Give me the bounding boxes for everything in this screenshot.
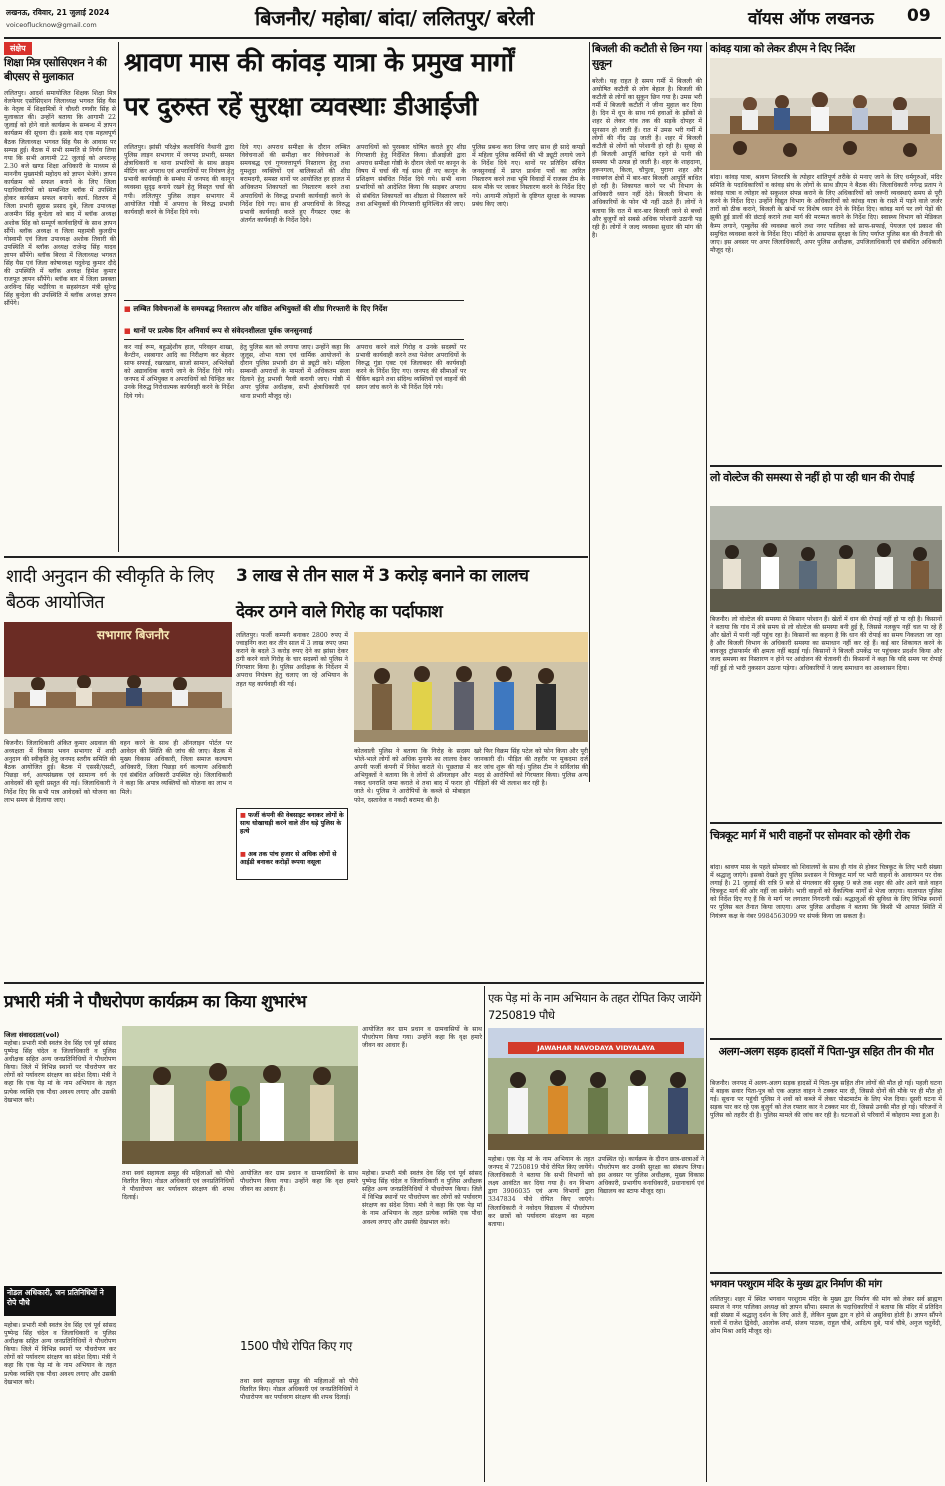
kanwar-body: बांदा। कांवड़ यात्रा, श्रावण शिवरात्रि के त्योहार शांतिपूर्ण तरीके से मनाए जाने के लिए धर्मगुरुओं, मंदिर समिति के पदाधिकारियों व कांवड़ संघ के लोगों के साथ डीएम ने बैठक की। जिलाधिकारी नगेन्द्र प्रताप ने कांवड़ यात्रा व त्योहार को सकुशल संपन्न कराने के लिए अधिकारियों को जरूरी व्यवस्थाएं समय से पूरी करने के निर्देश दिए। उन्होंने विद्युत विभाग के अधिकारियों को कांवड़ यात्रा के रास्ते में पड़ने वाले जर्जर तारों को ठीक कराने, बिजली के खंभों पर विशेष ध्यान देने के निर्देश दिए। कांवड़ मार्ग पर लगे पेड़ों की झुकी हुई डालों की छंटाई कराने तथा मार्ग की मरम्मत कराने के निर्देश दिए। स्वास्थ्य विभाग को मेडिकल कैम्प लगाने, एम्बुलेंस की व्यवस्था करने तथा नगर पालिका को साफ-सफाई, पेयजल एवं प्रकाश की समुचित व्यवस्था करने के निर्देश दिए। मंदिरों के आसपास सुरक्षा के लिए पर्याप्त पुलिस बल की तैनाती की जाए। इस अवसर पर अपर जिलाधिकारी, अपर पुलिस अधीक्षक, उपजिलाधिकारी एवं संबंधित अधिकारी मौजूद रहे। — [710, 174, 944, 254]
hall-sign: सभागार बिजनौर — [96, 628, 170, 642]
arrested-gang-photo — [354, 632, 588, 742]
power-cut-story — [592, 42, 702, 782]
plantation-body-1: महोबा। प्रभारी मंत्री स्वतंत्र देव सिंह एवं पूर्व सांसद पुष्पेन्द्र सिंह चंदेल व जिलाधिकारी व पुलिस अधीक्षक सहित अन्य जनप्रतिनिधियों ने पौधरोपण किया। जिले में विभिन्न स्थानों पर पौधरोपण कर लोगों को पर्यावरण संरक्षण का संदेश दिया। मंत्री ने कहा कि एक पेड़ मां के नाम अभियान के तहत प्रत्येक व्यक्ति एक पौधा अवश्य लगाए और उसकी देखभाल करे। — [4, 1040, 118, 1104]
fraud-body-1: ललितपुर। फर्जी कम्पनी बनाकर 2800 रुपए में ज्वाइनिंग करा कर तीन साल में 3 लाख रुपए जमा कराने के बदले 3 करोड़ रुपए देने का झांसा देकर ठगी करने वाले गिरोह के चार सदस्यों को पुलिस ने गिरफ्तार किया है। पुलिस अधीक्षक के निर्देशन में अपराध नियंत्रण हेतु चलाए जा रहे अभियान के तहत यह कार्यवाही की गई। — [236, 632, 350, 688]
fraud-callout-2: ■ अब तक पांच हजार से अधिक लोगों से आईडी बनाकर करोड़ों रूपया वसूला — [240, 851, 337, 866]
parashuram-headline: भगवान परशुराम मंदिर के मुख्य द्वार निर्माण की मांग — [710, 1279, 882, 1290]
lead-column-4: पुलिस प्रबन्ध करा लिया जाए साथ ही सादे कपड़ों में महिला पुलिस कर्मियों की भी ड्यूटी लगाये जाने के निर्देश दिये गए। थानों पर प्रतिदिन संचित जनसुनवाई में प्राप्त प्रार्थना पत्रों का त्वरित निस्तारण करने तथा भूमि विवादों में राजस्व टीम के साथ मौके पर जाकर निस्तारण करने के निर्देश दिए गये। आगामी त्योहारों के दृष्टिगत सुरक्षा के व्यापक प्रबंध किए जाएं। — [472, 144, 587, 208]
highlight-bullet-1: ■ लम्बित विवेचनाओं के समयबद्ध निस्तारण और वांछित अभियुक्तों की शीघ्र गिरफ्तारी के दिए निर्देश — [124, 304, 388, 313]
wedding-grant-headline: शादी अनुदान की स्वीकृति के लिए बैठक आयोजित — [6, 566, 214, 613]
lead-column-1: ललितपुर। झांसी परिक्षेत्र कलानिधि नैथानी द्वारा पुलिस लाइन सभागार में जनपद प्रभारी, समस्त क्षेत्राधिकारी व थाना प्रभारियों के साथ क्राइम मीटिंग कर अपराध एवं अपराधियों पर नियंत्रण हेतु प्रभावी कार्यवाही के सम्बंध में जनपद की कानून व्यवस्था सुदृढ़ बनाये रखने हेतु विस्तृत चर्चा की गयी। ललितपुर पुलिस लाइन सभागार में आयोजित गोष्ठी में अपराध के विरुद्ध प्रभावी कार्यवाही करने के निर्देश दिये गये। — [124, 144, 236, 216]
lead-lower-column-2: हेतु पुलिस बल को लगाया जाए। उन्होंने कहा कि जुलूस, शोभा यात्रा एवं धार्मिक आयोजनों के दौरान पुलिस प्रभावी ढंग से ड्यूटी करे। महिला सम्बन्धी अपराधों के मामलों में अधिकतम सजा दिलाने हेतु प्रभावी पैरवी करायी जाए। गोष्ठी में अपर पुलिस अधीक्षक, सभी क्षेत्राधिकारी एवं थाना प्रभारी मौजूद रहे। — [240, 344, 352, 400]
plantation-dateline: जिला संवाददाता(vol) — [4, 1031, 60, 1039]
mother-tree-headline: एक पेड़ मां के नाम अभियान के तहत रोपित किए जायेंगे 7250819 पौधे — [488, 991, 701, 1022]
nodal-officer-label-text: नोडल अधिकारी, जन प्रतिनिधियों ने रोपे पौधे — [7, 1288, 104, 1307]
fraud-body-2: कोतवाली पुलिस ने बताया कि गिरोह के सदस्य भोले-भाले लोगों को अधिक मुनाफे का लालच देकर अपनी फर्जी कंपनी में निवेश कराते थे। पूछताछ में अभियुक्तों ने बताया कि वे लोगों से ऑनलाइन और नकद धनराशि जमा कराते थे तथा बाद में फरार हो जाते थे। पुलिस ने आरोपियों के कब्जे से मोबाइल फोन, दस्तावेज व नकदी बरामद की है। — [354, 748, 472, 804]
kanwar-meeting-photo — [710, 58, 942, 170]
fraud-callout-box — [236, 808, 348, 880]
kanwar-headline: कांवड़ यात्रा को लेकर डीएम ने दिए निर्देश — [710, 43, 855, 55]
masthead — [0, 0, 945, 40]
lead-headline-line-2: पर दुरुस्त रहें सुरक्षा व्यवस्थाः डीआईजी — [124, 92, 478, 122]
brief-story — [4, 42, 116, 552]
chitrakoot-headline: चित्रकूट मार्ग में भारी वाहनों पर सोमवार को रहेगी रोक — [710, 829, 910, 842]
accident-body: बिजनौर। जनपद में अलग-अलग सड़क हादसों में पिता-पुत्र सहित तीन लोगों की मौत हो गई। पहली घटना में बाइक सवार पिता-पुत्र को एक अज्ञात वाहन ने टक्कर मार दी, जिससे दोनों की मौके पर ही मौत हो गई। सूचना पर पहुंची पुलिस ने शवों को कब्जे में लेकर पोस्टमार्टम के लिए भेज दिया। दूसरी घटना में सड़क पार कर रहे एक बुजुर्ग को तेज रफ्तार कार ने टक्कर मार दी, जिससे उनकी मौत हो गई। परिजनों ने पुलिस को तहरीर दी है। पुलिस मामले की जांच कर रही है। घटनाओं से परिवारों में कोहराम मचा हुआ है। — [710, 1080, 944, 1120]
wedding-grant-meeting-photo — [4, 622, 232, 734]
low-voltage-body: बिजनौर। लो वोल्टेज की समस्या से किसान परेशान हैं। खेतों में धान की रोपाई नहीं हो पा रही है। किसानों ने बताया कि गांव में लंबे समय से लो वोल्टेज की समस्या बनी हुई है, जिससे नलकूप नहीं चल पा रहे हैं और खेतों में पानी नहीं पहुंच रहा है। किसानों का कहना है कि धान की रोपाई का समय निकलता जा रहा है और बिजली विभाग के अधिकारी समस्या का समाधान नहीं कर रहे हैं। कई बार शिकायत करने के बावजूद ट्रांसफार्मर की क्षमता नहीं बढ़ाई गई। किसानों ने बिजली उपकेंद्र पर पहुंचकर प्रदर्शन किया और जल्द समस्या का निस्तारण न होने पर आंदोलन की चेतावनी दी। किसानों ने कहा कि यदि समय पर रोपाई नहीं हुई तो भारी नुकसान उठाना पड़ेगा। अधिकारियों ने जल्द समाधान का आश्वासन दिया। — [710, 616, 944, 672]
navodaya-plantation-photo — [488, 1028, 704, 1150]
brief-body: ललितपुर। आदर्श समायोजित शिक्षक शिक्षा मित्र वेलफेयर एसोसिएशन जिलाध्यक्ष भगवत सिंह यैस के नेतृत्व में शिक्षामित्रों ने चौधरी रणवीर सिंह से मुलाकात की। उन्होंने बताया कि आगामी 22 जुलाई को होने वाले कार्यक्रम के सम्बन्ध में ज्ञापन कार्यक्रम की सूचना दी। इसके बाद एक महत्वपूर्ण बैठक जिलाध्यक्ष भगवत सिंह यैस के आवास पर सम्पन्न हुई। बैठक में सभी सम्मति से निर्णय लिया गया कि सभी आगामी 22 जुलाई को अपरान्ह 2.30 बजे खण्ड शिक्षा अधिकारी के माध्यम से माननीय मुख्यमंत्री महोदय को ज्ञापन भेजेंगे। ज्ञापन कार्यक्रम को सफल बनाने के लिए जिला पदाधिकारियों को सम्बन्धित ब्लॉक में उपस्थित होकर कार्यक्रम सफल बनायें। कार्य. वितरण में जिला प्रभारी सुहास प्रसाद दुबे, जिला उपाध्यक्ष अजमीन सिंह बुन्देला को बाद में ब्लॉक अध्यक्ष अशोक सिंह को सम्पूर्ण कार्यवाहियों के साथ ज्ञापन सौंपें। ब्लॉक अध्यक्ष व जिला महामंत्री कुलदीप गोस्वामी एवं जिला उपाध्यक्ष अशोक तिवारी की उपस्थिति में ब्लॉक अध्यक्ष राजेन्द्र सिंह यादव ज्ञापन सौंपेंगे। ब्लॉक बिरधा में जिलाध्यक्ष भगवत सिंह यैस एवं जिला कोषाध्यक्ष यदुवेन्द्र कुमार दौदे की उपस्थिति में ब्लॉक अध्यक्ष हिमेश कुमार राजपूत ज्ञापन सौंपेंगे। ब्लॉक बार में जिला प्रवक्ता अरविन्द सिंह भदौरिया व सहसंगठन मंत्री सुरेन्द्र सिंह बुन्देला की उपस्थिति में ब्लॉक अध्यक्ष ज्ञापन सौंपेंगे। — [4, 90, 118, 308]
dateline: लखनऊ, रविवार, 21 जुलाई 2024 — [6, 8, 110, 17]
fraud-callout-1: ■ फर्जी कंपनी की वेबसाइट बनाकर लोगों के साथ धोखाधड़ी करने वाले तीन धड़े पुलिस के हत्थे — [240, 812, 344, 835]
plantation-headline: प्रभारी मंत्री ने पौधरोपण कार्यक्रम का किया शुभारंभ — [4, 992, 307, 1012]
plantation-body-2: तथा स्वयं सहायता समूह की महिलाओं को पौधे वितरित किए। नोडल अधिकारी एवं जनप्रतिनिधियों ने पौधारोपण कर पर्यावरण संरक्षण की शपथ दिलाई। — [122, 1170, 236, 1202]
parashuram-story — [710, 1276, 942, 1482]
parashuram-body: ललितपुर। शहर में स्थित भगवान परशुराम मंदिर के मुख्य द्वार निर्माण की मांग को लेकर सर्व ब्राह्मण समाज ने नगर पालिका अध्यक्ष को ज्ञापन सौंपा। समाज के पदाधिकारियों ने बताया कि मंदिर में प्रतिदिन बड़ी संख्या में श्रद्धालु दर्शन के लिए आते हैं, लेकिन मुख्य द्वार न होने से असुविधा होती है। ज्ञापन सौंपने वालों में राजेश द्विवेदी, आलोक शर्मा, संजय पाठक, राहुल चौबे, आदित्य दुबे, पार्थ चौबे, अनुज चतुर्वेदी, ओम मिश्रा आदि मौजूद रहे। — [710, 1296, 944, 1336]
highlight-bullet-2: ■ थानों पर प्रत्येक दिन अनिवार्य रूप से संवेदनशीलता पूर्वक जनसुनवाई — [124, 326, 312, 335]
fraud-headline-line-1: 3 लाख से तीन साल में 3 करोड़ बनाने का लालच — [236, 566, 529, 586]
plantation-body-6: महोबा। प्रभारी मंत्री स्वतंत्र देव सिंह एवं पूर्व सांसद पुष्पेन्द्र सिंह चंदेल व जिलाधिकारी व पुलिस अधीक्षक सहित अन्य जनप्रतिनिधियों ने पौधरोपण किया। जिले में विभिन्न स्थानों पर पौधरोपण कर लोगों को पर्यावरण संरक्षण का संदेश दिया। मंत्री ने कहा कि एक पेड़ मां के नाम अभियान के तहत प्रत्येक व्यक्ति एक पौधा अवश्य लगाए और उसकी देखभाल करे। — [362, 1170, 484, 1226]
mother-tree-story — [488, 986, 704, 1482]
mother-tree-body-2: उपस्थित रहे। कार्यक्रम के दौरान छात्र-छात्राओं ने पौधरोपण कर उनकी सुरक्षा का संकल्प लिया। इस अवसर पर पुलिस अधीक्षक, मुख्य विकास अधिकारी, प्रभागीय वनाधिकारी, प्रधानाचार्य एवं विद्यालय का स्टाफ मौजूद रहा। — [598, 1156, 706, 1196]
wedding-grant-story — [4, 560, 232, 980]
page-number: 09 — [907, 6, 931, 26]
fraud-story — [236, 560, 588, 980]
wedding-grant-body-2: वहन करने के साथ ही ऑनलाइन पोर्टल पर आवेदन की स्थिति की जांच की जाए। बैठक में मुख्य विकास अधिकारी, जिला समाज कल्याण अधिकारी, जिला पिछड़ा वर्ग कल्याण अधिकारी एवं संबंधित अधिकारी उपस्थित रहे। जिलाधिकारी ने कहा कि अपात्र व्यक्तियों को योजना का लाभ न मिले। — [120, 740, 234, 796]
fraud-body-3: खरे फिर विक्रम सिंह पटेल को फोन किया और पूरी जानकारी दी। पीड़ित की तहरीर पर मुकदमा दर्ज कर जांच शुरू की गई। पुलिस टीम ने सर्विलांस की मदद से आरोपियों को गिरफ्तार किया। पुलिस अन्य पीड़ितों की भी तलाश कर रही है। — [474, 748, 588, 788]
plantation-body-7: महोबा। प्रभारी मंत्री स्वतंत्र देव सिंह एवं पूर्व सांसद पुष्पेन्द्र सिंह चंदेल व जिलाधिकारी व पुलिस अधीक्षक सहित अन्य जनप्रतिनिधियों ने पौधरोपण किया। जिले में विभिन्न स्थानों पर पौधरोपण कर लोगों को पर्यावरण संरक्षण का संदेश दिया। मंत्री ने कहा कि एक पेड़ मां के नाम अभियान के तहत प्रत्येक व्यक्ति एक पौधा अवश्य लगाए और उसकी देखभाल करे। — [4, 1322, 118, 1386]
nodal-officer-label — [4, 1286, 116, 1316]
lead-lower-column-3: अपराध करने वाले गिरोह व उनके सदस्यों पर प्रभावी कार्यवाही करने तथा पेशेवर अपराधियों के विरुद्ध गुंडा एक्ट एवं जिलाबदर की कार्यवाही करने के निर्देश दिए गए। जनपद की सीमाओं पर चैकिंग बढ़ाने तथा संदिग्ध व्यक्तियों एवं वाहनों की सघन जांच करने के भी निर्देश दिये गये। — [356, 344, 468, 392]
section-name: बिजनौर/ महोबा/ बांदा/ ललितपुर/ बरेली — [255, 6, 534, 30]
plantation-story — [4, 986, 482, 1482]
accident-story — [710, 1042, 942, 1270]
paper-name: वॉयस ऑफ लखनऊ — [748, 9, 874, 29]
wedding-grant-body-1: बिजनौर। जिलाधिकारी अंकित कुमार अग्रवाल की अध्यक्षता में विकास भवन सभागार में शादी अनुदान की स्वीकृति हेतु जनपद स्तरीय समिति की बैठक आयोजित हुई। बैठक में एससी/एसटी, पिछड़ा वर्ग, अल्पसंख्यक एवं सामान्य वर्ग के आवेदकों की सूची प्रस्तुत की गई। जिलाधिकारी ने निर्देश दिए कि सभी पात्र आवेदकों को योजना का लाभ समय से दिलाया जाए। — [4, 740, 118, 804]
lead-column-2: दिये गए। अपराध समीक्षा के दौरान लम्बित विवेचनाओं की समीक्षा कर विवेचनाओं के समयबद्ध एवं गुणवत्तापूर्ण निस्तारण हेतु तथा गुमशुदा व्यक्तियों एवं बालिकाओं की शीघ्र बरामदगी, समस्त थानों पर आयोजित हर हालत में अधिकतम शिकायतों का निस्तारण करने तथा अपराधियों के विरुद्ध प्रभावी कार्यवाही करने के निर्देश दिये गए। साथ ही अपराधियों के विरुद्ध प्रभावी कार्यवाही करते हुए गैंगस्टर एक्ट के अंतर्गत कार्यवाही के निर्देश दिये। — [240, 144, 352, 224]
plantation-body-3: आयोजित कर ग्राम प्रधान व ग्रामवासियों के साथ पौधरोपण किया गया। उन्होंने कहा कि वृक्ष हमारे जीवन का आधार हैं। — [362, 1026, 484, 1050]
fraud-headline-line-2: देकर ठगने वाले गिरोह का पर्दाफाश — [236, 602, 443, 622]
brief-label: संक्षेप — [4, 42, 32, 55]
lead-story — [122, 42, 587, 554]
power-cut-headline: बिजली की कटौती से छिन गया सुकून — [592, 43, 702, 70]
farmers-protest-photo — [710, 506, 942, 612]
low-voltage-headline: लो वोल्टेज की समस्या से नहीं हो पा रही धान की रोपाई — [710, 471, 914, 484]
power-cut-body: बरेली। यह राहत है समय गर्मी में बिजली की अघोषित कटौती से लोग बेहाल है। बिजली की कटौती से लोगों का सुकून छिन गया है। उमस भरी गर्मी में बिजली कटौती ने जीना मुहाल कर दिया है। दिन में धूप के साथ गर्म हवाओं के झोंकों से शहर से लेकर गांव तक की सड़कें दोपहर में सुनसान हो जाती हैं। रात में उमस भरी गर्मी में लोगों की नींद उड़ जाती है। शहर में बिजली कटौती से लोगों को परेशानी हो रही है। सुबह से ही बिजली आपूर्ति बाधित रहने से पानी की समस्या भी उत्पन्न हो जाती है। शहर के शाहदाना, हरूनगला, किला, चौपुला, पुराना शहर और नवाबगंज क्षेत्रों में बार-बार बिजली आपूर्ति बाधित हो रही है। शिकायत करने पर भी विभाग के अधिकारी ध्यान नहीं देते। बिजली विभाग के अधिकारियों के फोन भी नहीं उठते हैं। लोगों ने बताया कि रात में बार-बार बिजली जाने से बच्चों और बुजुर्गों को सबसे अधिक परेशानी उठानी पड़ रही है। लोगों ने जल्द व्यवस्था सुधार की मांग की है। — [592, 78, 704, 239]
plantation-body-4: आयोजित कर ग्राम प्रधान व ग्रामवासियों के साथ पौधरोपण किया गया। उन्होंने कहा कि वृक्ष हमारे जीवन का आधार हैं। — [240, 1170, 360, 1194]
plantation-sub-headline: 1500 पौधे रोपित किए गए — [240, 1339, 352, 1353]
website: voiceoflucknow@gmail.com — [6, 21, 97, 29]
plantation-body-5: तथा स्वयं सहायता समूह की महिलाओं को पौधे वितरित किए। नोडल अधिकारी एवं जनप्रतिनिधियों ने पौधारोपण कर पर्यावरण संरक्षण की शपथ दिलाई। — [240, 1378, 360, 1402]
accident-headline: अलग-अलग सड़क हादसों में पिता-पुत्र सहित तीन की मौत — [718, 1045, 934, 1058]
lead-highlights — [124, 300, 464, 340]
kanwar-story — [710, 42, 942, 462]
chitrakoot-story — [710, 826, 942, 1036]
lead-headline-line-1: श्रावण मास की कांवड़ यात्रा के प्रमुख मार्गों — [124, 48, 514, 78]
lead-lower-column-1: कर नाई रूम, बहुउद्देशीय हाल, परिवहन शाखा, कैन्टीन, शस्त्रागार आदि का निरीक्षण कर बेहतर साफ सफाई, रखरखाव, साजो सामान, अभिलेखों को अद्यावधिक कराये जाने के निर्देश दिये गये। जनपद में अभियुक्त व अपराधियों को चिन्हित कर उनके विरुद्ध निरोधात्मक कार्यवाही करने के निर्देश दिये गये। — [124, 344, 236, 400]
chitrakoot-body: बांदा। श्रावण मास के पहले सोमवार को शिवालयों के साथ ही गांव से होकर चित्रकूट के लिए भारी संख्या में श्रद्धालु जाएंगे। इसको देखते हुए पुलिस प्रशासन ने चित्रकूट मार्ग पर भारी वाहनों के आवागमन पर रोक लगाई है। 21 जुलाई की रात्रि 9 बजे से मंगलवार की सुबह 9 बजे तक शहर की ओर आने वाले वाहन चित्रकूट मार्ग की ओर नहीं जा सकेंगे। भारी वाहनों को वैकल्पिक मार्गों से भेजा जाएगा। यातायात पुलिस को निर्देश दिए गए हैं कि वे मार्ग पर लगातार निगरानी रखें। श्रद्धालुओं की सुविधा के लिए विभिन्न स्थानों पर पुलिस बल तैनात किया जाएगा। अपर पुलिस अधीक्षक ने बताया कि किसी भी आपात स्थिति में नियंत्रण कक्ष के नंबर 9984563099 पर संपर्क किया जा सकता है। — [710, 864, 944, 920]
low-voltage-story — [710, 468, 942, 820]
minister-planting-photo — [122, 1026, 358, 1164]
brief-headline: शिक्षा मित्र एसोसिएशन ने की बीएसए से मुलाकात — [4, 57, 107, 83]
lead-column-3: अपराधियों को पुरस्कार घोषित कराते हुए शीघ्र गिरफ्तारी हेतु निर्देशित किया। डीआईजी द्वारा अपराध समीक्षा गोष्ठी के दौरान जेलों पर कानून के विषय में चर्चा की गई साथ ही नए कानून के प्रशिक्षण संबंधित निर्देश दिये गये। सभी थाना प्रभारियों को आदेशित किया कि साइबर अपराध से संबंधित शिकायतों का शीघ्रता से निस्तारण करें तथा अभियुक्तों की गिरफ्तारी सुनिश्चित की जाए। — [356, 144, 468, 208]
school-banner: JAWAHAR NAVODAYA VIDYALAYA — [537, 1044, 655, 1052]
mother-tree-body-1: महोबा। एक पेड़ मां के नाम अभियान के तहत जनपद में 7250819 पौधे रोपित किए जायेंगे। जिलाधिकारी ने बताया कि सभी विभागों को लक्ष्य आवंटित कर दिया गया है। वन विभाग द्वारा 3906035 एवं अन्य विभागों द्वारा 3347834 पौधे रोपित किए जाएंगे। जिलाधिकारी ने नवोदय विद्यालय में पौधरोपण कर छात्रों को पर्यावरण संरक्षण का महत्व बताया। — [488, 1156, 596, 1228]
